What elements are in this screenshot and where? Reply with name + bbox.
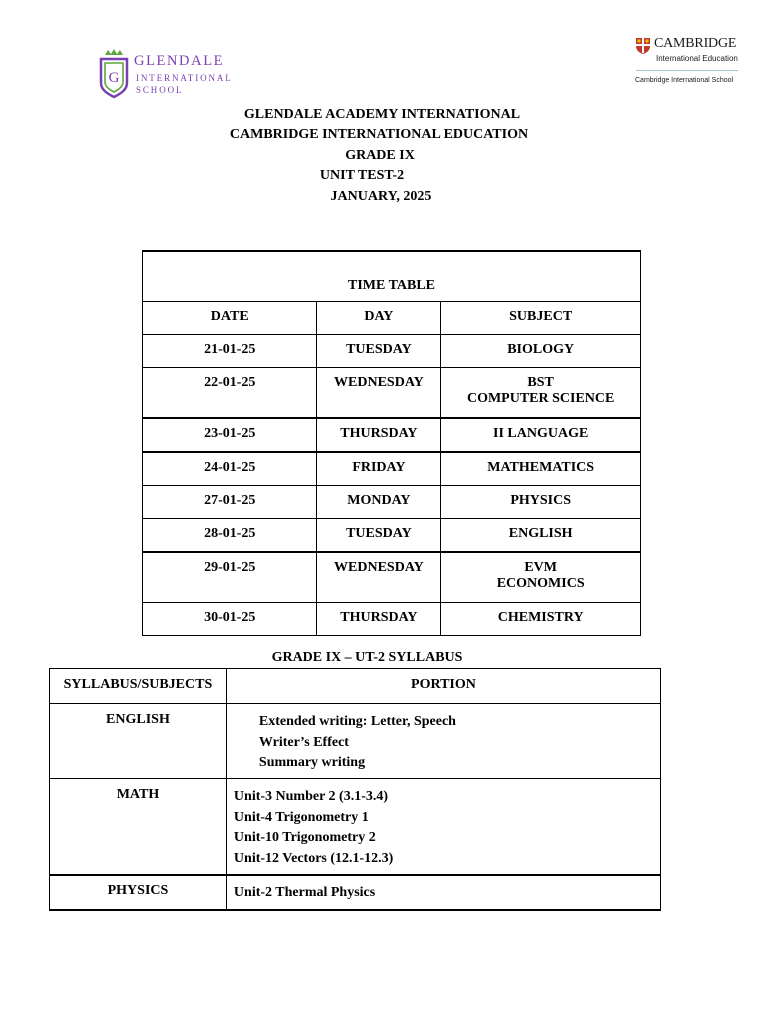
exam-subject bbox=[441, 368, 641, 419]
portion-item: Extended writing: Letter, Speech bbox=[258, 714, 456, 729]
exam-subject-line: MATHEMATICS bbox=[487, 460, 595, 475]
exam-subject bbox=[441, 519, 641, 553]
school-emblem-letter: G bbox=[108, 70, 120, 86]
table-row bbox=[143, 519, 641, 553]
exam-subject bbox=[441, 552, 641, 603]
portion-item: Summary writing bbox=[258, 755, 366, 770]
exam-subject-line: ENGLISH bbox=[508, 526, 573, 541]
portion-item: Unit-4 Trigonometry 1 bbox=[233, 809, 369, 825]
syllabus-table bbox=[49, 668, 661, 911]
exam-day: WEDNESDAY bbox=[317, 368, 441, 419]
exam-date: 23-01-25 bbox=[143, 418, 317, 452]
exam-date: 30-01-25 bbox=[143, 603, 317, 636]
exam-subject bbox=[441, 418, 641, 452]
school-shield-icon bbox=[98, 47, 130, 99]
exam-day: FRIDAY bbox=[317, 452, 441, 486]
exam-subject-line: BIOLOGY bbox=[507, 342, 575, 357]
exam-subject bbox=[441, 335, 641, 368]
exam-subject-line: BST bbox=[527, 375, 554, 390]
timetable-header-row bbox=[143, 302, 641, 335]
column-header-subject: SUBJECT bbox=[441, 302, 641, 335]
column-header-day: DAY bbox=[317, 302, 441, 335]
school-logo-line1: INTERNATIONAL bbox=[136, 73, 233, 83]
table-row bbox=[143, 335, 641, 368]
exam-subject bbox=[441, 486, 641, 519]
exam-day: MONDAY bbox=[317, 486, 441, 519]
cambridge-brand: CAMBRIDGE bbox=[654, 36, 737, 51]
exam-subject-line: EVM bbox=[524, 560, 557, 575]
exam-subject-line: PHYSICS bbox=[510, 493, 571, 508]
syllabus-subject: MATH bbox=[50, 779, 227, 876]
exam-date: 27-01-25 bbox=[143, 486, 317, 519]
exam-date: 22-01-25 bbox=[143, 368, 317, 419]
exam-day: THURSDAY bbox=[317, 418, 441, 452]
cambridge-divider bbox=[636, 70, 738, 71]
header-test: UNIT TEST-2 bbox=[319, 168, 405, 183]
exam-date: 21-01-25 bbox=[143, 335, 317, 368]
exam-day: TUESDAY bbox=[317, 519, 441, 553]
exam-subject-line: CHEMISTRY bbox=[497, 610, 584, 625]
exam-subject-line: COMPUTER SCIENCE bbox=[466, 391, 615, 406]
exam-subject bbox=[441, 452, 641, 486]
exam-day: THURSDAY bbox=[317, 603, 441, 636]
table-row bbox=[143, 452, 641, 486]
syllabus-portion bbox=[226, 875, 660, 910]
cambridge-tagline: International Education bbox=[656, 54, 738, 63]
exam-subject bbox=[441, 603, 641, 636]
table-row bbox=[143, 603, 641, 636]
syllabus-subject: ENGLISH bbox=[50, 704, 227, 779]
cambridge-crest-icon bbox=[635, 37, 651, 55]
exam-day: TUESDAY bbox=[317, 335, 441, 368]
column-header-subjects: SYLLABUS/SUBJECTS bbox=[50, 669, 227, 704]
header-education: CAMBRIDGE INTERNATIONAL EDUCATION bbox=[229, 127, 529, 142]
portion-item: Writer’s Effect bbox=[258, 734, 349, 750]
table-row bbox=[143, 486, 641, 519]
syllabus-subject: PHYSICS bbox=[50, 875, 227, 910]
school-logo-line2: SCHOOL bbox=[136, 85, 184, 95]
portion-item: Unit-2 Thermal Physics bbox=[233, 885, 376, 900]
table-row bbox=[50, 875, 661, 910]
cambridge-school-line: Cambridge International School bbox=[635, 77, 734, 84]
column-header-portion: PORTION bbox=[226, 669, 660, 704]
column-header-date: DATE bbox=[143, 302, 317, 335]
exam-subject-line: II LANGUAGE bbox=[493, 426, 589, 441]
school-logo bbox=[98, 47, 238, 103]
timetable-title: TIME TABLE bbox=[143, 251, 641, 302]
timetable-title-row bbox=[143, 251, 641, 302]
portion-item: Unit-3 Number 2 (3.1-3.4) bbox=[233, 789, 389, 804]
cambridge-logo bbox=[632, 34, 744, 90]
header-month: JANUARY, 2025 bbox=[330, 189, 432, 204]
school-logo-name: GLENDALE bbox=[134, 53, 225, 69]
exam-day: WEDNESDAY bbox=[317, 552, 441, 603]
table-row bbox=[143, 418, 641, 452]
header-grade: GRADE IX bbox=[345, 148, 415, 163]
table-row bbox=[143, 368, 641, 419]
exam-date: 24-01-25 bbox=[143, 452, 317, 486]
table-row bbox=[50, 704, 661, 779]
portion-item: Unit-10 Trigonometry 2 bbox=[233, 830, 376, 845]
syllabus-title: GRADE IX – UT-2 SYLLABUS bbox=[271, 650, 463, 665]
exam-date: 29-01-25 bbox=[143, 552, 317, 603]
table-row bbox=[50, 779, 661, 876]
exam-date: 28-01-25 bbox=[143, 519, 317, 553]
timetable bbox=[142, 250, 641, 636]
syllabus-portion bbox=[226, 704, 660, 779]
syllabus-header-row bbox=[50, 669, 661, 704]
syllabus-portion bbox=[226, 779, 660, 876]
portion-item: Unit-12 Vectors (12.1-12.3) bbox=[233, 850, 394, 866]
header-academy: GLENDALE ACADEMY INTERNATIONAL bbox=[243, 107, 521, 122]
exam-subject-line: ECONOMICS bbox=[496, 576, 585, 591]
table-row bbox=[143, 552, 641, 603]
